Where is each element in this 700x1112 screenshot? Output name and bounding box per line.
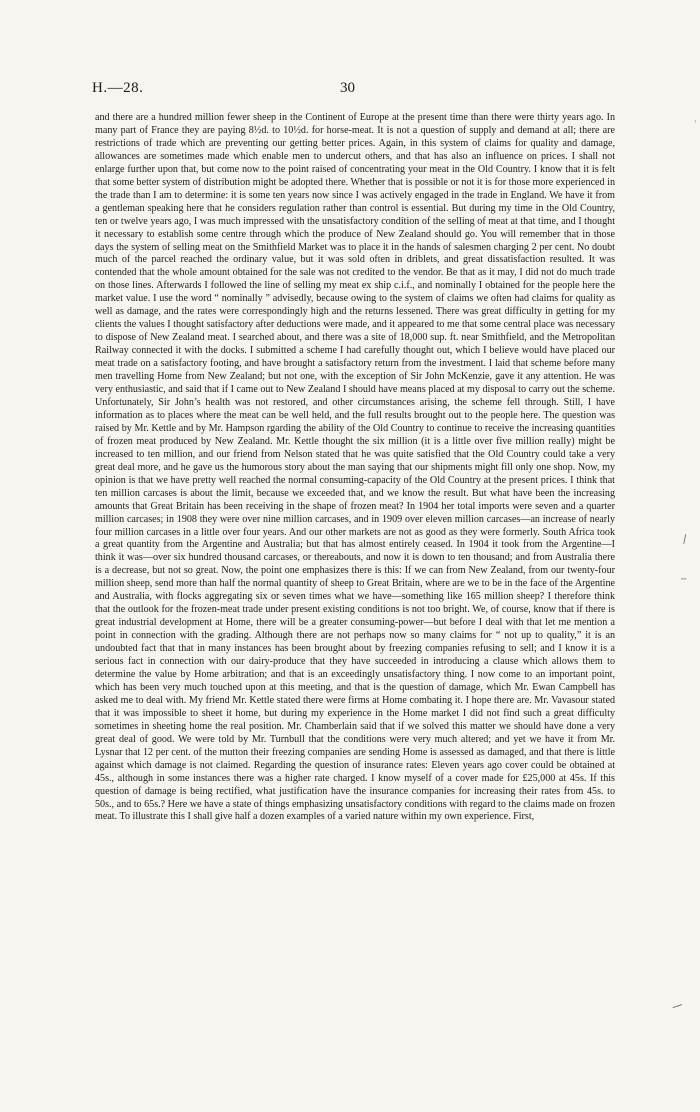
body-paragraph: and there are a hundred million fewer sheep in the Continent of Europe at the present time than there were thirty years ago. In many part of France they are paying 8½d. to 10½d. for horse-meat. It is not a question of supply and demand at all; there are restrictions of trade which are preventing our getting better prices. Again, in this system of claims for quality and damage, allowances are sometimes made which enable men to undercut others, and that has also an influence on prices. I shall not enlarge further upon that, but come now to the point raised of concentrating your meat in the Old Country. I know that it is felt that some better system of distribution might be adopted there. Whether that is possible or not it is for those more experienced in the trade than I am to determine: it is some ten years now since I was actively engaged in the trade in England. We have it from a gentleman speaking here that he considers regulation rather than control is essential. But during my time in the Old Country, ten or twelve years ago, I was much impressed with the unsatisfactory condition of the selling of meat at that time, and I thought it necessary to establish some centre through which the produce of New Zealand should go. You will remember that in those days the system of selling meat on the Smithfield Market was to place it in the hands of salesmen charging 2 per cent. No doubt much of the parcel reached the ordinary value, but it was sold often in driblets, and great dissatisfaction resulted. It was contended that the whole amount obtained for the sale was not credited to the vendor. Be that as it may, I did not do much trade on those lines. Afterwards I followed the line of selling my meat ex ship c.i.f., and nominally I obtained for the people here the market value. I use the word “ nominally ” advisedly, because owing to the system of claims we often had claims for quality as well as damage, and the rates were correspondingly high and the returns lessened. There was great difficulty in getting for my clients the values I thought satisfactory after deductions were made, and it appeared to me that some central place was necessary to dispose of New Zealand meat. I searched about, and there was a site of 18,000 sup. ft. near Smithfield, and the Metropolitan Railway connected it with the docks. I submitted a scheme I had carefully thought out, which I believe would have placed our meat trade on a satisfactory footing, and have brought a satisfactory return from the investment. I laid that scheme before many men travelling Home from New Zealand; but not one, with the exception of Sir John McKenzie, gave it any attention. He was very enthusiastic, and said that if I came out to New Zealand I should have means placed at my disposal to carry out the scheme. Unfortunately, Sir John’s health was not restored, and other circumstances arising, the scheme fell through. Still, I have information as to places where the meat can be well held, and the full results brought out to the people here. The question was raised by Mr. Kettle and by Mr. Hampson rgarding the ability of the Old Country to continue to receive the increasing quantities of frozen meat produced by New Zealand. Mr. Kettle thought the six million (it is a little over five million really) might be increased to ten million, and our friend from Nelson stated that he was quite satisfied that the Old Country could take a very great deal more, and he gave us the humorous story about the man saying that our shipments might fill only one shop. Now, my opinion is that we have pretty well reached the normal consuming-capacity of the Old Country at the present prices. I think that ten million carcases is about the limit, because we exceeded that, and we know the result. But what have been the increasing amounts that Great Britain has been receiving in the shape of frozen meat? In 1904 her total imports were seven and a quarter million carcases; in 1908 they were over nine million carcases, and in 1909 over eleven million carcases—an increase of nearly four million carcases in a little over four years. And our other markets are not as good as they were formerly. South Africa took a great quantity from the Argentine and Australia; but that has almost entirely ceased. In 1904 it took from the Argentine—I think it was—over six hundred thousand carcases, or thereabouts, and now it is down to ten thousand; and from Australia there is a decrease, but not so great. Now, the point one emphasizes there is this: If we can from New Zealand, from our twenty-four million sheep, send more than half the normal quantity of sheep to Great Britain, where are we to be in the face of the Argentine and Australia, with flocks aggregating six or seven times what we have—something like 165 million sheep? I therefore think that the outlook for the frozen-meat trade under present existing conditions is not too bright. We, of course, know that if there is great industrial development at Home, there will be a greater consuming-power—but before I deal with that let me mention a point in connection with the grading. Although there are not perhaps now so many claims for “ not up to quality,” it is an undoubted fact that that in many instances has been brought about by freezing companies refusing to sell; and I know it is a serious fact in connection with our dairy-produce that they have succeeded in introducing a clause which allows them to determine the value by Home arbitration; and that is an exceedingly unsatisfactory thing. I now come to an important point, which has been very much touched upon at this meeting, and that is the question of damage, which Mr. Ewan Campbell has asked me to deal with. My friend Mr. Kettle stated there were firms at Home combating it. I hope there are. Mr. Vavasour stated that it was impossible to sheet it home, but during my experience in the Home market I did not find such a great difficulty sometimes in sheeting home the real position. Mr. Chamberlain said that if we solved this matter we should have done a very great deal of good. We were told by Mr. Turnbull that the conditions were very much altered; and yet we have it from Mr. Lysnar that 12 per cent. of the mutton their freezing companies are sending Home is assessed as damaged, and that there is little against which damage is not claimed. Regarding the question of insurance rates: Eleven years ago cover could be obtained at 45s., although in some instances there was a higher rate charged. I know myself of a cover made for £25,000 at 45s. If this question of damage is being rectified, what justification have the insurance companies for increasing their rates from 45s. to 50s., and to 65s.? Here we have a state of things emphasizing unsatisfactory conditions with regard to the claims made on frozen meat. To illustrate this I shall give half a dozen examples of a varied nature within my own experience. First, <box>95 112 615 823</box>
document-reference: H.—28. <box>92 80 144 96</box>
margin-tick-mark-icon: ˈ <box>694 120 697 130</box>
margin-dash-mark-icon: ╌ <box>681 575 687 585</box>
margin-pencil-stroke-icon: ⁄ <box>672 1000 682 1013</box>
page-number: 30 <box>340 80 355 96</box>
page-header <box>92 80 612 100</box>
margin-pencil-mark-icon: ⁄ <box>681 533 689 546</box>
